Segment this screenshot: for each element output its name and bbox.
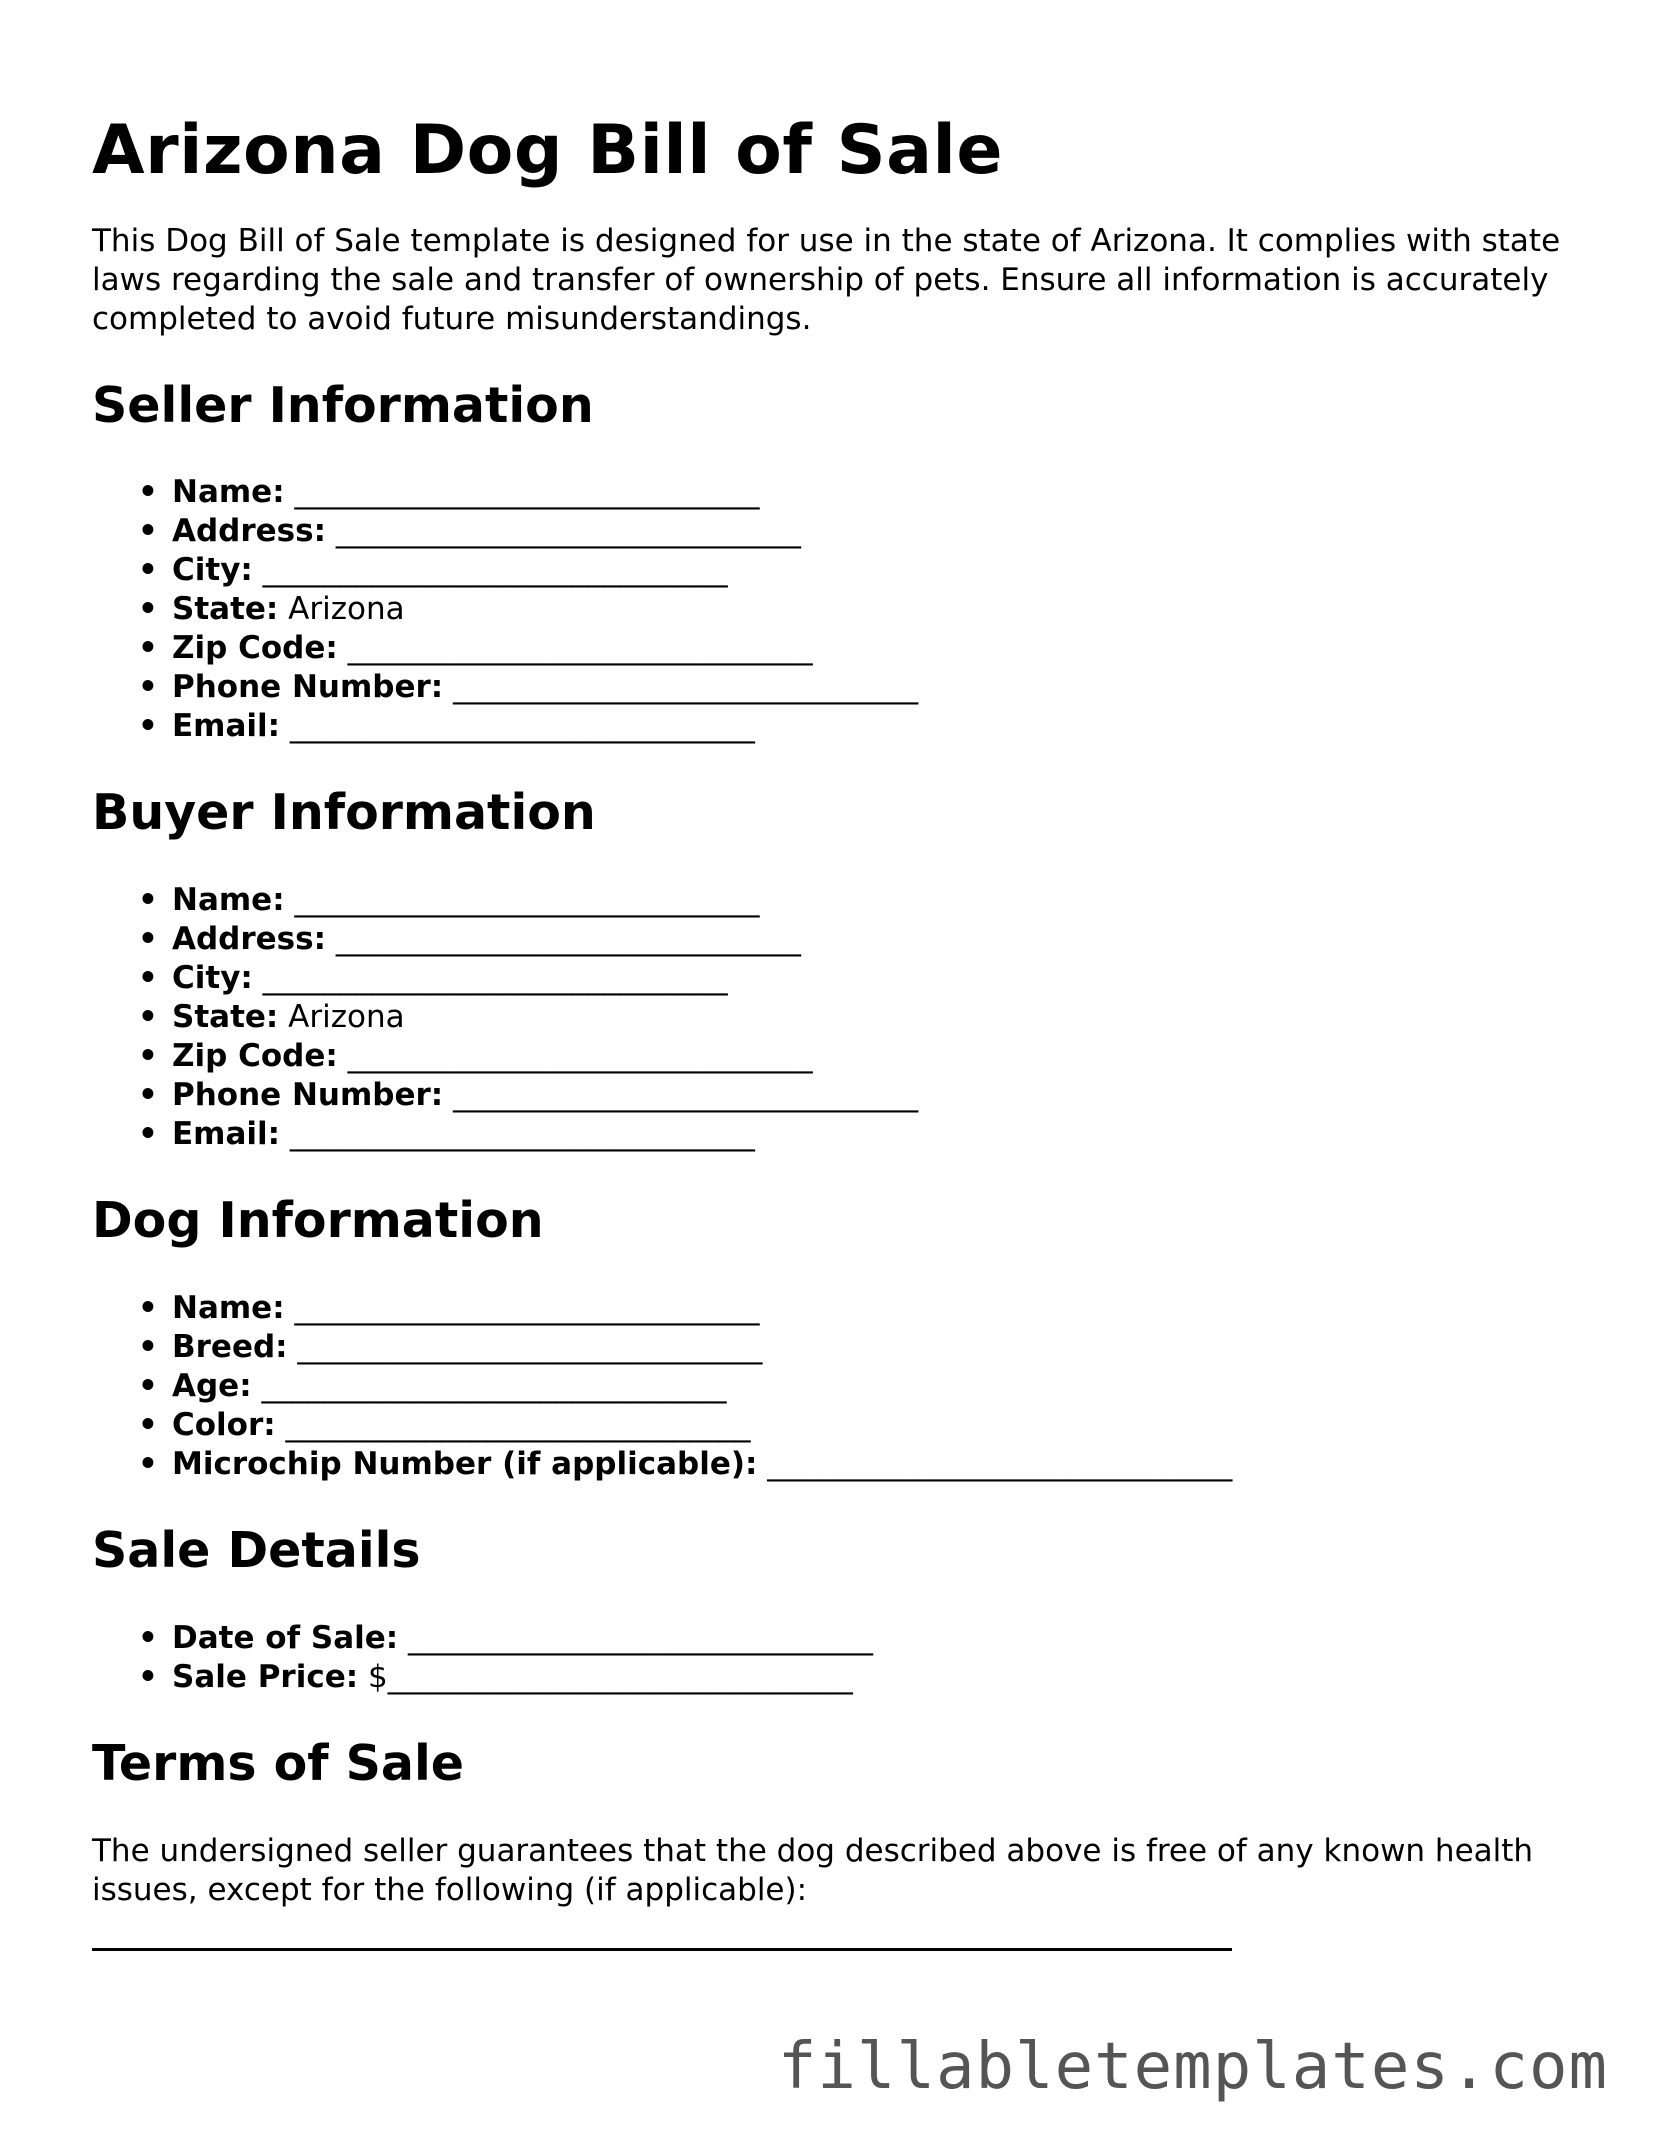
- dog-section: [92, 1192, 1572, 1484]
- seller-state-field: • State: Arizona: [138, 591, 405, 628]
- dog-color-field[interactable]: • Color: ______________________________: [138, 1406, 751, 1443]
- buyer-city-field[interactable]: • City: ______________________________: [138, 960, 728, 997]
- document-page: [92, 110, 1572, 1951]
- dog-name-field[interactable]: • Name: ______________________________: [138, 1289, 760, 1326]
- dog-field-list: [92, 1289, 1572, 1484]
- buyer-zip-field[interactable]: • Zip Code: ______________________________: [138, 1038, 813, 1075]
- seller-email-field[interactable]: • Email: ______________________________: [138, 708, 755, 745]
- intro-paragraph: This Dog Bill of Sale template is designed for use in the state of Arizona. It complies with state laws regarding the sale and transfer of ownership of pets. Ensure all information is accurately completed to avoid future misunderstandings.: [92, 222, 1561, 337]
- buyer-state-field: • State: Arizona: [138, 999, 405, 1036]
- terms-paragraph: The undersigned seller guarantees that the dog described above is free of any known health issues, except for the following (if applicable):: [92, 1832, 1534, 1908]
- sale-heading: Sale Details: [92, 1521, 421, 1579]
- seller-section: [92, 377, 1572, 747]
- buyer-phone-field[interactable]: • Phone Number: ______________________________: [138, 1077, 919, 1114]
- document-title: Arizona Dog Bill of Sale: [92, 111, 1003, 190]
- dog-age-field[interactable]: • Age: ______________________________: [138, 1367, 727, 1404]
- watermark: fillabletemplates.com: [777, 2030, 1608, 2104]
- seller-address-field[interactable]: • Address: ______________________________: [138, 513, 801, 550]
- sale-price-field[interactable]: • Sale Price: $______________________________: [138, 1658, 853, 1695]
- terms-section: [92, 1735, 1572, 1951]
- sale-field-list: [92, 1619, 1572, 1697]
- sale-section: [92, 1522, 1572, 1697]
- buyer-email-field[interactable]: • Email: ______________________________: [138, 1116, 755, 1153]
- buyer-address-field[interactable]: • Address: ______________________________: [138, 921, 801, 958]
- dog-microchip-field[interactable]: • Microchip Number (if applicable): ______________________________: [138, 1445, 1233, 1482]
- terms-heading: Terms of Sale: [92, 1734, 465, 1792]
- seller-phone-field[interactable]: • Phone Number: ______________________________: [138, 669, 919, 706]
- buyer-name-field[interactable]: • Name: ______________________________: [138, 882, 760, 919]
- dog-heading: Dog Information: [92, 1192, 544, 1250]
- health-issues-line[interactable]: [92, 1948, 1232, 1951]
- seller-field-list: [92, 473, 1572, 746]
- buyer-field-list: [92, 881, 1572, 1154]
- seller-city-field[interactable]: • City: ______________________________: [138, 552, 728, 589]
- buyer-section: [92, 784, 1572, 1154]
- seller-heading: Seller Information: [92, 376, 594, 434]
- seller-zip-field[interactable]: • Zip Code: ______________________________: [138, 630, 813, 667]
- dog-breed-field[interactable]: • Breed: ______________________________: [138, 1328, 763, 1365]
- buyer-heading: Buyer Information: [92, 784, 596, 842]
- seller-name-field[interactable]: • Name: ______________________________: [138, 474, 760, 511]
- sale-date-field[interactable]: • Date of Sale: ______________________________: [138, 1619, 874, 1656]
